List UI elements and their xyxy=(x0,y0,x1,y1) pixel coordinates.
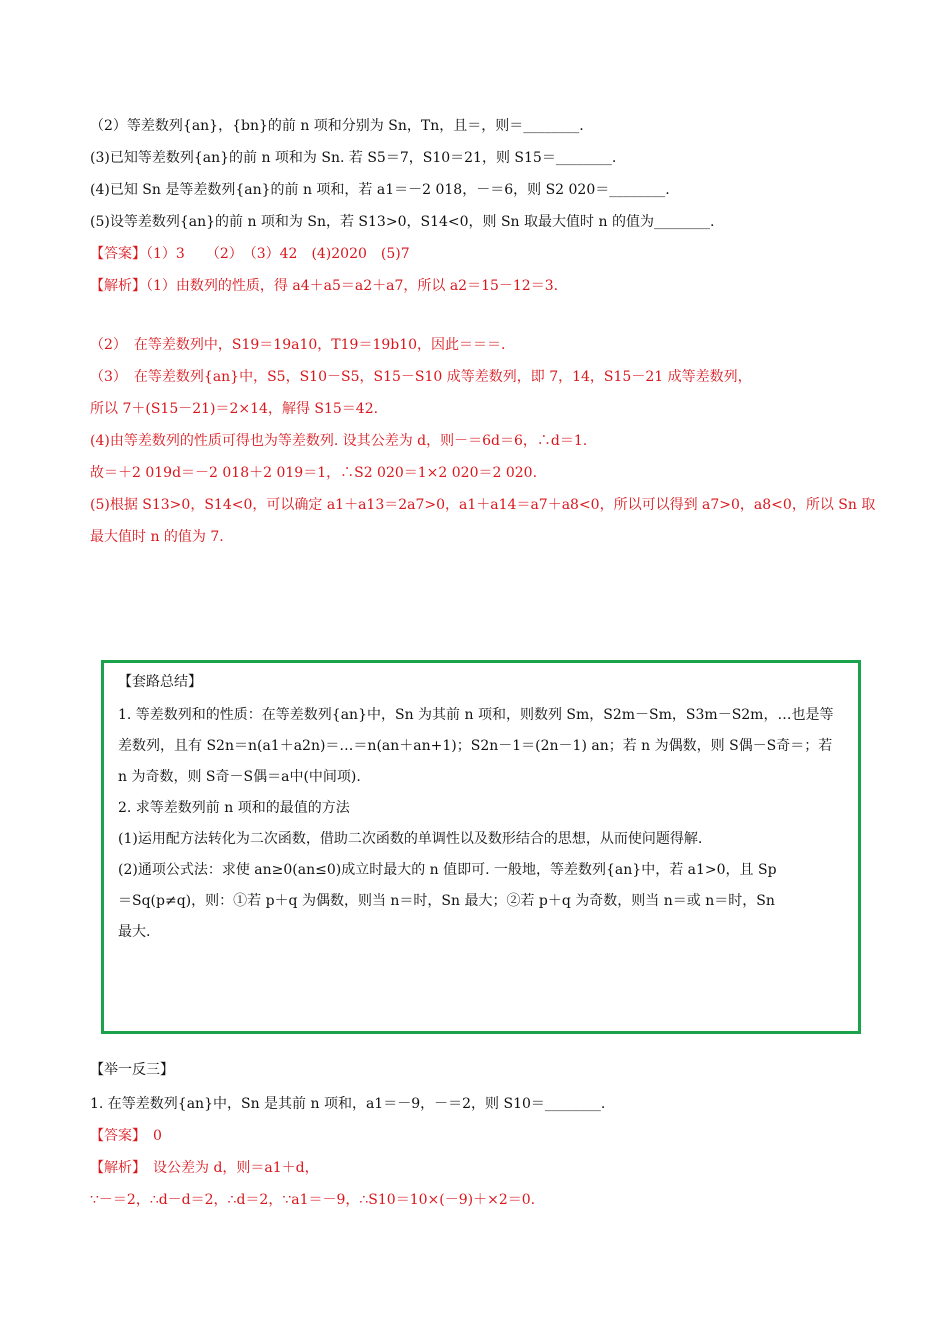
analysis-5: (5)根据 S13>0，S14<0，可以确定 a1＋a13＝2a7>0，a1＋a14＝a7＋a8<0，所以可以得到 a7>0，a8<0，所以 Sn 取 xyxy=(90,497,876,513)
summary-line-3: n 为奇数，则 S奇－S偶＝a中(中间项). xyxy=(118,769,361,785)
summary-title: 【套路总结】 xyxy=(118,674,202,690)
practice-analysis-1: 【解析】 设公差为 d，则＝a1＋d， xyxy=(90,1160,319,1176)
practice-question: 1. 在等差数列{an}中，Sn 是其前 n 项和，a1＝－9，－＝2，则 S10＝________. xyxy=(90,1096,606,1112)
practice-analysis-2: ∵－＝2，∴d－d＝2，∴d＝2，∵a1＝－9，∴S10＝10×(－9)＋×2＝0. xyxy=(90,1192,536,1208)
analysis-4-cont: 故＝＋2 019d＝－2 018＋2 019＝1，∴S2 020＝1×2 020＝2 020. xyxy=(90,465,538,481)
summary-line-5: (1)运用配方法转化为二次函数，借助二次函数的单调性以及数形结合的思想，从而使问题得解. xyxy=(118,831,703,847)
analysis-4: (4)由等差数列的性质可得也为等差数列. 设其公差为 d，则－＝6d＝6，∴d＝1. xyxy=(90,433,588,449)
analysis-3-cont: 所以 7＋(S15－21)＝2×14，解得 S15＝42. xyxy=(90,401,379,417)
practice-answer: 【答案】 0 xyxy=(90,1128,162,1144)
analysis-3: （3） 在等差数列{an}中，S5，S10－S5，S15－S10 成等差数列，即 7，14，S15－21 成等差数列， xyxy=(90,369,752,385)
answer-line: 【答案】（1）3 （2） （3）42 (4)2020 (5)7 xyxy=(90,246,410,262)
problem-5: (5)设等差数列{an}的前 n 项和为 Sn，若 S13>0，S14<0，则 Sn 取最大值时 n 的值为________. xyxy=(90,214,715,230)
summary-line-4: 2. 求等差数列前 n 项和的最值的方法 xyxy=(118,800,350,816)
analysis-2: （2） 在等差数列中，S19＝19a10，T19＝19b10，因此＝＝＝. xyxy=(90,337,506,353)
summary-line-7: ＝Sq(p≠q)，则：①若 p＋q 为偶数，则当 n＝时，Sn 最大；②若 p＋q 为奇数，则当 n＝或 n＝时，Sn xyxy=(118,893,775,909)
problem-2: （2）等差数列{an}，{bn}的前 n 项和分别为 Sn，Tn，且＝，则＝________. xyxy=(90,118,584,134)
summary-line-6: (2)通项公式法：求使 an≥0(an≤0)成立时最大的 n 值即可. 一般地，等差数列{an}中，若 a1>0，且 Sp xyxy=(118,862,777,878)
analysis-5-cont: 最大值时 n 的值为 7. xyxy=(90,529,224,545)
summary-line-1: 1. 等差数列和的性质：在等差数列{an}中，Sn 为其前 n 项和，则数列 Sm，S2m－Sm，S3m－S2m，…也是等 xyxy=(118,707,834,723)
summary-line-8: 最大. xyxy=(118,924,151,940)
analysis-1: 【解析】（1）由数列的性质，得 a4＋a5＝a2＋a7，所以 a2＝15－12＝3. xyxy=(90,278,559,294)
summary-line-2: 差数列，且有 S2n＝n(a1＋a2n)＝…＝n(an＋an+1)；S2n－1＝(2n－1) an；若 n 为偶数，则 S偶－S奇＝；若 xyxy=(118,738,833,754)
practice-heading: 【举一反三】 xyxy=(90,1062,174,1078)
problem-4: (4)已知 Sn 是等差数列{an}的前 n 项和，若 a1＝－2 018，－＝6，则 S2 020＝________. xyxy=(90,182,670,198)
problem-3: (3)已知等差数列{an}的前 n 项和为 Sn. 若 S5＝7，S10＝21，则 S15＝________. xyxy=(90,150,617,166)
